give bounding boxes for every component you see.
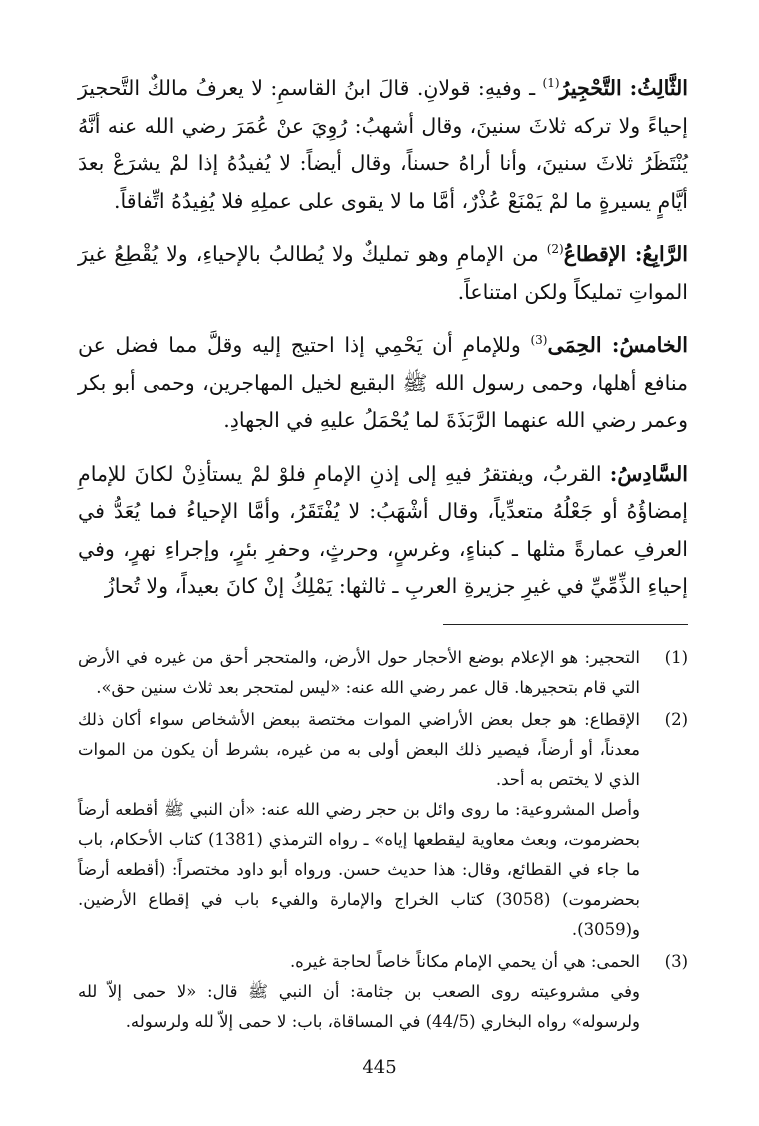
heading-fourth: الرَّابِعُ: الإقطاعُ: [563, 242, 689, 266]
page-number: 445: [362, 1057, 397, 1078]
footnote-2: [78, 705, 688, 945]
paragraph-fifth: [78, 327, 688, 440]
footnote-number: (3): [664, 951, 688, 971]
paragraph-text: ـ وفيهِ: قولانِ. قالَ ابنُ القاسمِ: لا يعرفُ مالكٌ التَّحجيرَ إحياءً ولا تركه ثلاثَ سنينَ، وقال أشهبُ: رُوِيَ عنْ عُمَرَ رضي الله عنه أنَّهُ يُنْتَظَرُ ثلاثَ سنينَ، وأنا أراهُ حسناً، وقال أيضاً: لا يُفيدُهُ إذا لمْ يشرَعْ بعدَ أيَّامٍ يسيرةٍ ما لمْ يَمْنَعْ عُذْرٌ، أمَّا ما لا يقوى على عملِهِ فلا يُفِيدُهُ اتِّفاقاً.: [78, 76, 688, 213]
heading-third: الثَّالِثُ: التَّحْجِيرُ: [559, 76, 688, 100]
footnote-paragraph: الإقطاع: هو جعل بعض الأراضي الموات مختصة ببعض الأشخاص سواء أكان ذلك معدناً، أو أرضاً، فيصير ذلك البعض أولى به من غيره، بشرط أن يكون من الموات الذي لا يختص به أحد.: [78, 709, 640, 789]
footnote-3: [78, 947, 688, 1037]
footnote-paragraph: وفي مشروعيته روى الصعب بن جثامة: أن النبي ﷺ قال: «لا حمى إلاّ لله ولرسوله» رواه البخاري (44/5) في المساقاة، باب: لا حمى إلاّ لله ولرسوله.: [78, 981, 640, 1031]
footnote-number: (2): [664, 709, 688, 729]
footnote-paragraph: الحمى: هي أن يحمي الإمام مكاناً خاصاً لحاجة غيره.: [289, 951, 640, 971]
footnote-body: [78, 705, 640, 945]
paragraph-text: من الإمامِ وهو تمليكٌ ولا يُطالبُ بالإحياءِ، ولا يُقْطِعُ غيرَ المواتِ تمليكاً ولكن امتناعاً.: [78, 242, 688, 304]
footnote-1: [78, 643, 688, 703]
footnote-paragraph: وأصل المشروعية: ما روى وائل بن حجر رضي الله عنه: «أن النبي ﷺ أقطعه أرضاً بحضرموت، وبعث معاوية ليقطعها إياه» ـ رواه الترمذي (1381) كتاب الأحكام، باب ما جاء في القطائع، وقال: هذا حديث حسن. ورواه أبو داود مختصراً: (أقطعه أرضاً بحضرموت) (3058) كتاب الخراج والإمارة والفيء باب في إقطاع الأرضين. و(3059).: [78, 799, 641, 939]
paragraph-third: [78, 70, 688, 220]
main-text: [78, 70, 688, 606]
paragraph-sixth: [78, 456, 688, 606]
heading-sixth: السَّادِسُ:: [609, 461, 688, 486]
paragraph-text: وللإمامِ أن يَحْمِي إذا احتيج إليه وقلَّ مما فضل عن منافع أهلها، وحمى رسول الله ﷺ البقيع لخيل المهاجرين، وحمى أبو بكر وعمر رضي الله عنهما الرَّبَذَةَ لما يُحْمَلُ عليهِ في الجهادِ.: [78, 333, 688, 432]
paragraph-text: القربُ، ويفتقرُ فيهِ إلى إذنِ الإمامِ فلوْ لمْ يستأذِنْ لكانَ للإمامِ إمضاؤُهُ أو جَعْلُهُ متعدِّياً، وقال أشْهَبُ: لا يُفْتَقَرُ، وأمَّا الإحياءُ فما يُعَدُّ في العرفِ عمارةً مثلها ـ كبناءٍ، وغرسٍ، وحرثٍ، وحفرِ بئرٍ، وإجراءِ نهرٍ، وفي إحياءِ الذِّمِّيِّ في غيرِ جزيرةِ العربِ ـ ثالثها: يَمْلِكُ إنْ كانَ بعيداً، ولا تُحازُ: [78, 461, 688, 598]
footnote-paragraph: التحجير: هو الإعلام بوضع الأحجار حول الأرض، والمتحجر أحق من غيره في الأرض التي قام بتحجيرها. قال عمر رضي الله عنه: «ليس لمتحجر بعد ثلاث سنين حق».: [78, 647, 640, 697]
footnote-ref-1: (1): [542, 76, 560, 91]
page-content: [78, 70, 688, 1039]
footnote-body: [78, 643, 640, 703]
heading-fifth: الخامسُ: الحِمَى: [547, 333, 688, 357]
footnote-ref-2: (2): [546, 242, 564, 257]
footnote-number: (1): [664, 647, 688, 667]
footnote-separator-wrap: [78, 622, 688, 643]
footnote-ref-3: (3): [530, 333, 548, 348]
footnote-separator: [443, 624, 688, 625]
paragraph-fourth: [78, 236, 688, 311]
footnotes: [78, 643, 688, 1037]
footnote-body: [78, 947, 640, 1037]
